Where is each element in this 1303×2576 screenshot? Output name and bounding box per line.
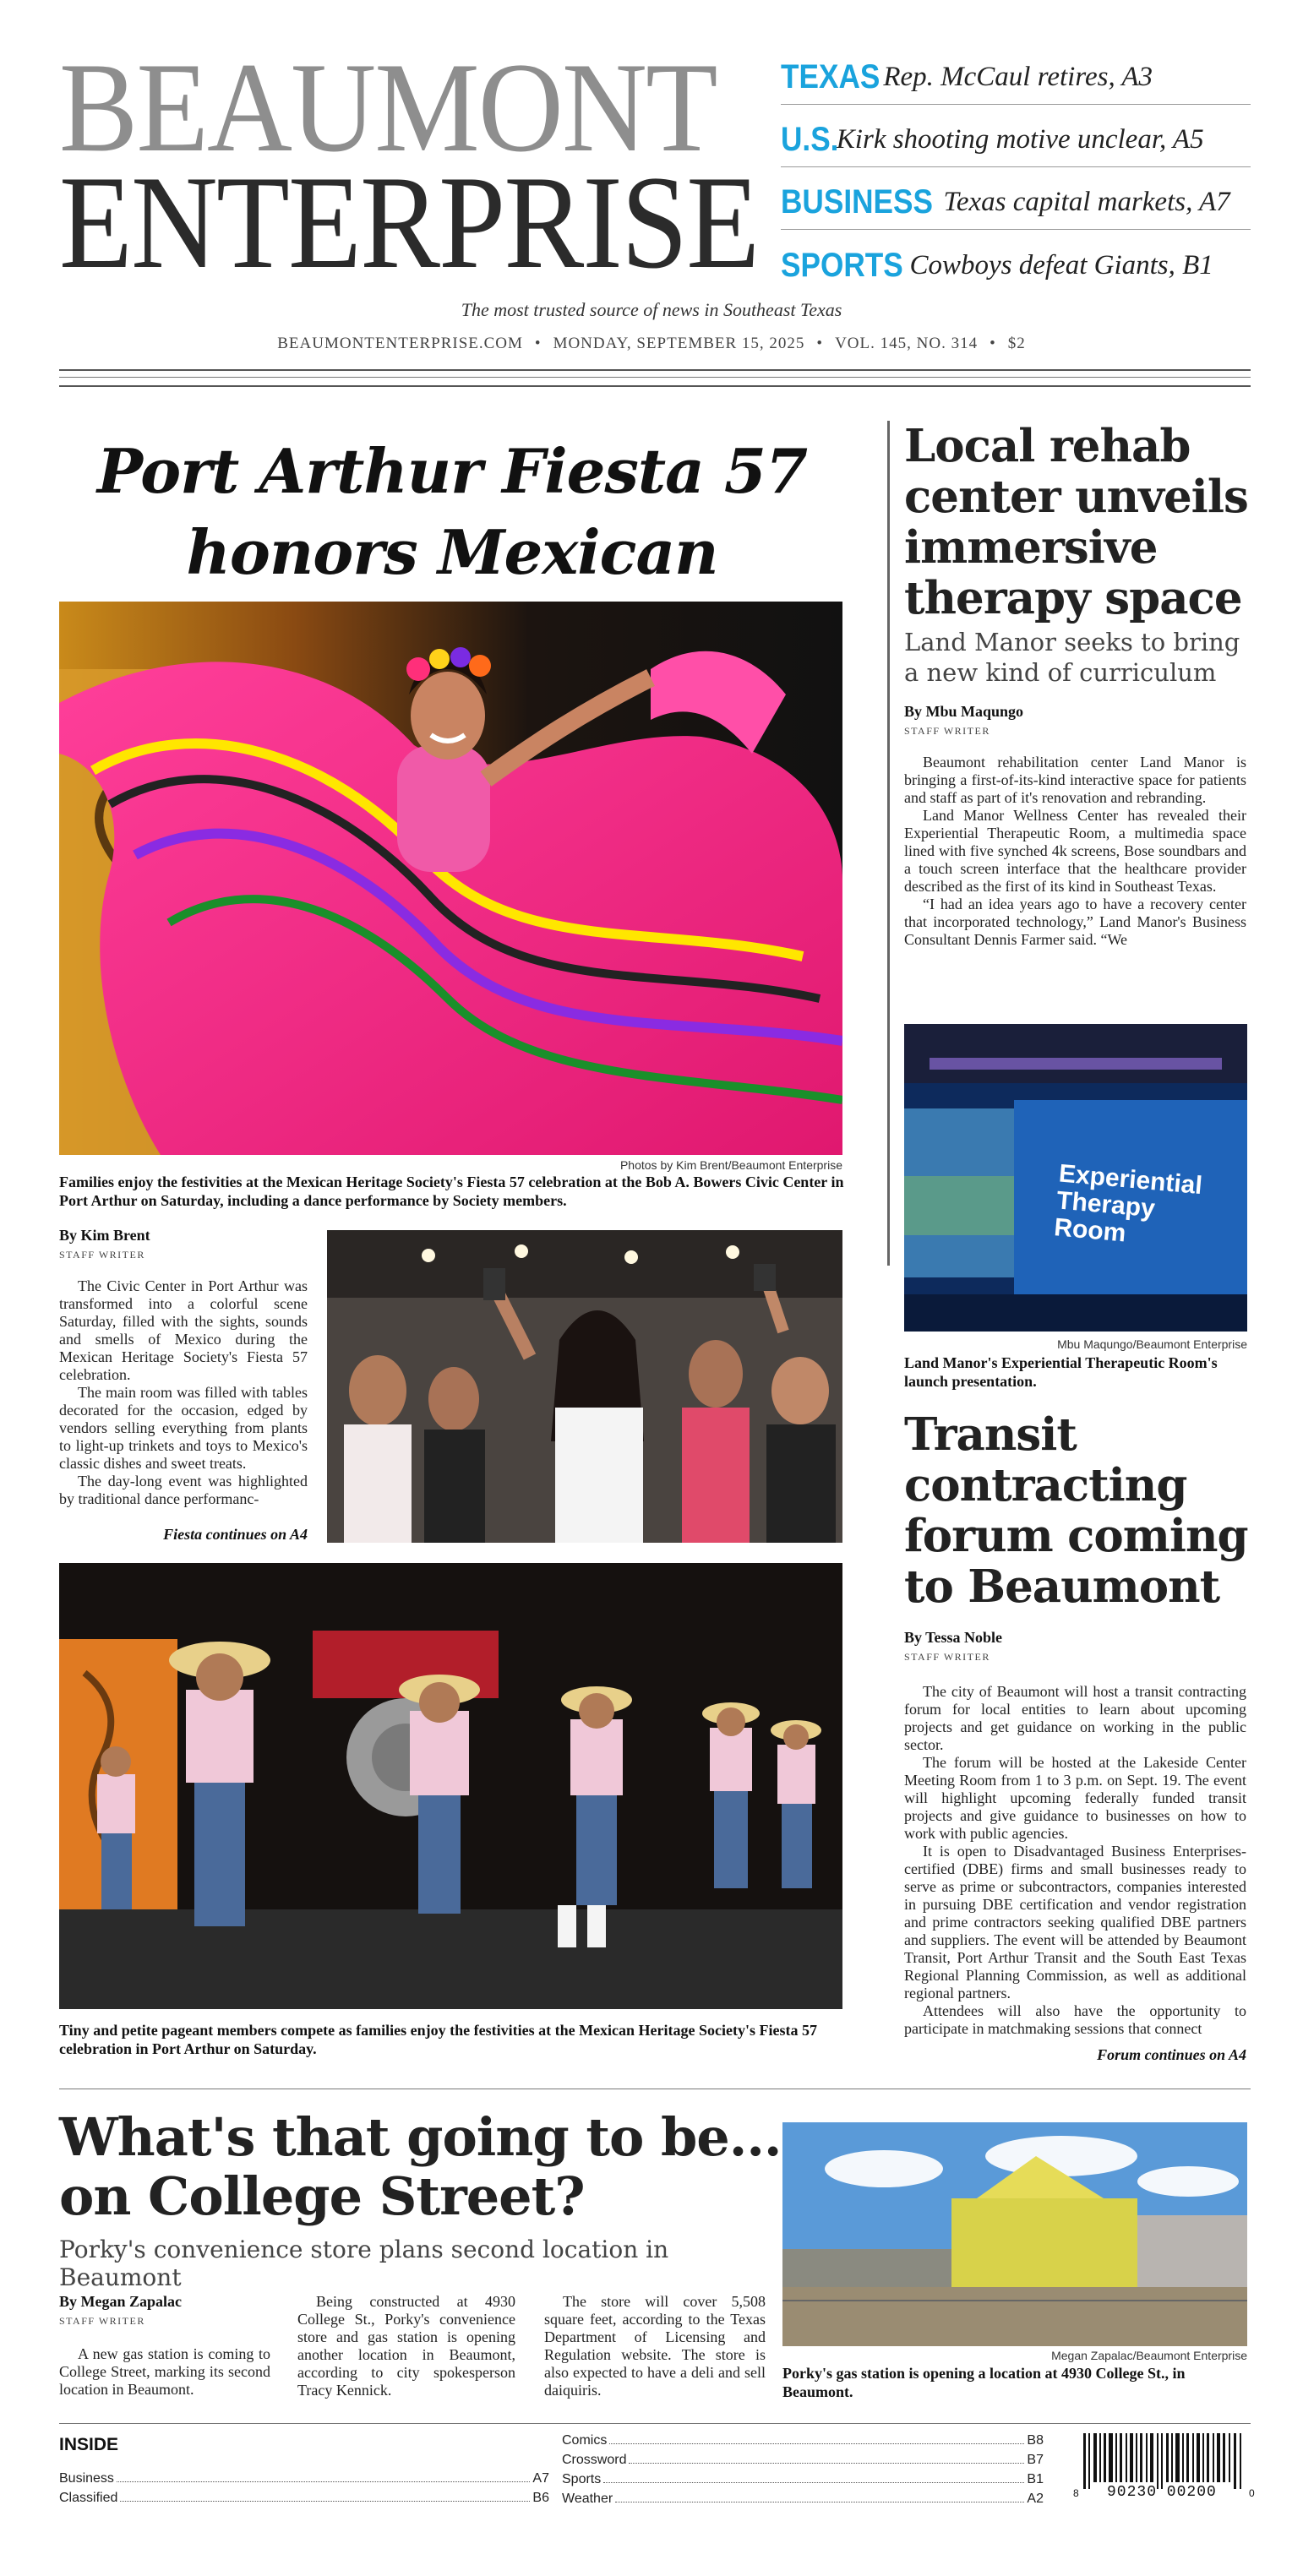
barcode-bars: [1083, 2433, 1247, 2489]
story-body: [904, 754, 1246, 949]
index-label: Weather: [562, 2492, 613, 2506]
barcode: [1073, 2433, 1255, 2504]
paragraph: “I had an idea years ago to have a recovery center that incorporated technology,” Land Manor's Business Consultant Dennis Farmer said. “We: [904, 896, 1246, 948]
construction-photo[interactable]: [782, 2122, 1247, 2346]
teaser-business[interactable]: [781, 176, 1251, 230]
masthead-rule: [59, 377, 1251, 378]
paragraph: The main room was filled with tables decorated for the occasion, edged by vendors selling everything from plants to light-up trinkets and toys to Mexico's classic dishes and sweet treats.: [59, 1384, 308, 1472]
crowd-illustration: [327, 1230, 842, 1543]
teaser-text: Cowboys defeat Giants, B1: [909, 249, 1213, 280]
inside-title: INSIDE: [59, 2435, 119, 2454]
paragraph: It is open to Disadvantaged Business Enterprises-certified (DBE) firms and small businesses ready to serve as prime or subcontractors, companies interested in pursuing DBE certification and vendor registration and prime contractors seeking qualified DBE partners and suppliers. The event will be attended by Beaumont Transit, Port Arthur Transit and the South East Texas Regional Planning Commission, as well as additional regional partners.: [904, 1843, 1246, 2001]
college-dek: Porky's convenience store plans second location in Beaumont: [59, 2236, 669, 2291]
therapy-room-sign: Experiential Therapy Room: [1053, 1159, 1204, 1248]
teaser-section: BUSINESS: [781, 183, 933, 221]
pageant-photo[interactable]: [59, 1563, 842, 2009]
staff-writer: STAFF WRITER: [904, 725, 990, 737]
byline: By Tessa Noble: [904, 1629, 1003, 1646]
byline: By Kim Brent: [59, 1227, 150, 1244]
teaser-us[interactable]: [781, 113, 1251, 167]
story-body: [59, 1277, 308, 1508]
index-entry[interactable]: [59, 2471, 549, 2486]
photo-cutline: Porky's gas station is opening a location at 4930 College St., in Beaumont.: [782, 2365, 1186, 2400]
teaser-text: Rep. McCaul retires, A3: [883, 62, 1153, 92]
index-page: A7: [532, 2471, 549, 2486]
crowd-photo[interactable]: [327, 1230, 842, 1543]
photo-cutline: Land Manor's Experiential Therapeutic Room's launch presentation.: [904, 1354, 1218, 1390]
rehab-headline[interactable]: Local rehab center unveils immersive therapy space: [904, 420, 1248, 624]
paragraph: Land Manor Wellness Center has revealed their Experiential Therapeutic Room, a multimedia space lined with five synched 4k screens, Bose soundbars and a touch screen interface that the healthcare provider described as the first of its kind in Southeast Texas.: [904, 807, 1246, 895]
masthead-beaumont: BEAUMONT: [59, 36, 717, 178]
teaser-section: SPORTS: [781, 246, 903, 284]
photo-cutline: Tiny and petite pageant members compete as families enjoy the festivities at the Mexican Heritage Society's Fiesta 57 celebration in Port Arthur on Saturday.: [59, 2022, 817, 2057]
teaser-section: U.S.: [781, 121, 839, 158]
tagline: The most trusted source of news in Southeast Texas: [461, 299, 842, 320]
index-entry[interactable]: [562, 2492, 1044, 2507]
index-page: B7: [1027, 2453, 1044, 2467]
paragraph: Attendees will also have the opportunity to participate in matchmaking sessions that connect: [904, 2002, 1246, 2037]
byline: By Mbu Maqungo: [904, 703, 1024, 720]
masthead-rule: [59, 385, 1251, 387]
index-entry[interactable]: [562, 2453, 1044, 2468]
section-rule: [59, 2423, 1251, 2424]
price: $2: [1007, 335, 1026, 352]
staff-writer: STAFF WRITER: [904, 1651, 990, 1663]
index-label: Business: [59, 2471, 114, 2486]
jump-line[interactable]: Forum continues on A4: [1097, 2046, 1246, 2063]
college-headline[interactable]: [59, 2108, 786, 2226]
story-body: [904, 1683, 1246, 2038]
index-label: Crossword: [562, 2453, 627, 2467]
headline-line: What's that going to be...: [59, 2106, 782, 2168]
index-entry[interactable]: [562, 2433, 1044, 2448]
photo-cutline: Families enjoy the festivities at the Mexican Heritage Society's Fiesta 57 celebration at the Bob A. Bowers Civic Center in Port Arthur on Saturday, including a dance performance by Society members.: [59, 1174, 844, 1209]
paragraph: The forum will be hosted at the Lakeside Center Meeting Room from 1 to 3 p.m. on Sept. 19. The event will highlight upcoming federally funded transit projects and give guidance to businesses on how to work with public agencies.: [904, 1754, 1246, 1842]
byline: By Megan Zapalac: [59, 2293, 183, 2310]
transit-headline[interactable]: Transit contracting forum coming to Beaumont: [904, 1408, 1248, 1613]
index-page: B6: [532, 2491, 549, 2505]
barcode-digits: 90230 00200: [1107, 2484, 1217, 2501]
staff-writer: STAFF WRITER: [59, 2315, 145, 2327]
teaser-text: Kirk shooting motive unclear, A5: [836, 124, 1204, 155]
issue-date: MONDAY, SEPTEMBER 15, 2025: [553, 335, 805, 352]
masthead-enterprise: ENTERPRISE: [59, 149, 759, 297]
story-column: [544, 2293, 766, 2399]
therapy-room-photo[interactable]: [904, 1024, 1247, 1332]
story-column: [59, 2345, 270, 2399]
paragraph: A new gas station is coming to College Street, marking its second location in Beaumont.: [59, 2345, 270, 2398]
masthead-rule: [59, 369, 1251, 371]
photo-credit: Mbu Maqungo/Beaumont Enterprise: [1057, 1337, 1247, 1351]
rail-rule: [887, 421, 890, 1266]
photo-credit: Photos by Kim Brent/Beaumont Enterprise: [619, 1158, 842, 1172]
dancer-illustration: [59, 602, 842, 1155]
index-page: B8: [1027, 2433, 1044, 2448]
index-label: Classified: [59, 2491, 118, 2505]
index-page: B1: [1027, 2472, 1044, 2486]
headline-line: Port Arthur Fiesta 57: [96, 435, 808, 507]
teaser-section: TEXAS: [781, 58, 880, 95]
paragraph: The store will cover 5,508 square feet, according to the Texas Department of Licensing and Regulation website. The store is also expected to have a deli and sell daiquiris.: [544, 2293, 766, 2399]
pageant-illustration: [59, 1563, 842, 2009]
site-url[interactable]: BEAUMONTENTERPRISE.COM: [277, 335, 523, 352]
folio-line: BEAUMONTENTERPRISE.COM • MONDAY, SEPTEMBER 15, 2025 • VOL. 145, NO. 314 • $2: [277, 335, 1026, 352]
index-label: Comics: [562, 2433, 608, 2448]
volume-number: VOL. 145, NO. 314: [835, 335, 979, 352]
paragraph: Being constructed at 4930 College St., Porky's convenience store and gas station is opening another location in Beaumont, according to city spokesperson Tracy Kennick.: [297, 2293, 515, 2399]
construction-illustration: [782, 2122, 1247, 2346]
index-page: A2: [1027, 2492, 1044, 2506]
rehab-dek: Land Manor seeks to bring a new kind of curriculum: [904, 628, 1240, 687]
headline-line: honors Mexican: [186, 516, 718, 588]
teaser-sports[interactable]: [781, 238, 1251, 292]
story-column: [297, 2293, 515, 2399]
paragraph: Beaumont rehabilitation center Land Manor is bringing a first-of-its-kind interactive space for patients and staff as part of it's renovation and rebranding.: [904, 754, 1246, 806]
paragraph: The city of Beaumont will host a transit contracting forum for local entities to learn about upcoming projects and get guidance on working in the public sector.: [904, 1683, 1246, 1753]
photo-credit: Megan Zapalac/Beaumont Enterprise: [1051, 2349, 1247, 2362]
index-entry[interactable]: [562, 2472, 1044, 2487]
teaser-text: Texas capital markets, A7: [943, 187, 1230, 217]
dancer-photo[interactable]: [59, 602, 842, 1155]
jump-line[interactable]: Fiesta continues on A4: [163, 1526, 308, 1543]
headline-line: on College Street?: [59, 2165, 585, 2227]
index-entry[interactable]: [59, 2491, 549, 2506]
paragraph: The day-long event was highlighted by traditional dance performanc-: [59, 1473, 308, 1507]
barcode-check-digit: 0: [1249, 2487, 1255, 2499]
teaser-texas[interactable]: [781, 51, 1251, 105]
index-label: Sports: [562, 2472, 602, 2486]
staff-writer: STAFF WRITER: [59, 1249, 145, 1261]
barcode-lead-digit: 8: [1073, 2487, 1079, 2499]
paragraph: The Civic Center in Port Arthur was transformed into a colorful scene Saturday, filled with the sights, sounds and smells of Mexico during the Mexican Heritage Society's Fiesta 57 celebration.: [59, 1277, 308, 1383]
